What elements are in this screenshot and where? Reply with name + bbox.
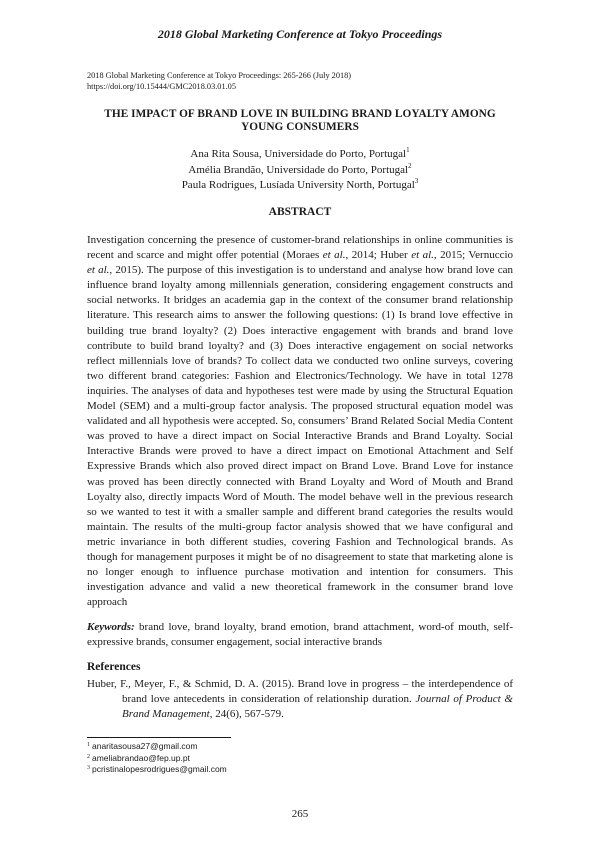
running-header: 2018 Global Marketing Conference at Tokyo Proceedings [157,27,443,41]
author-email[interactable]: anaritasousa27@gmail.com [92,741,198,751]
doi-link[interactable]: https://doi.org/10.15444/GMC2018.03.01.05 [87,81,236,91]
author-email[interactable]: ameliabrandao@fep.up.pt [92,752,190,763]
author-list [87,147,513,194]
abstract-body: Investigation concerning the presence of customer-brand relationships in online communities is recent and scarce and might offer potential (Moraes et al., 2014; Huber et al., 2015; Vernuccio et al., 2015). The purpose of this investigation is to understand and analyse how brand love can influence brand loyalty among millennials generation, considering engagement constructs and social networks. It bridges an academia gap in the context of the consumer brand relationship literature. This research aims to answer the following questions: (1) Is brand love effective in building true brand loyalty? (2) Does interactive engagement with brands and brand love contribute to build brand loyalty? and (3) Does interactive engagement on social networks reflect millennials love of brands? To collect data we conducted two online surveys, covering two different brand categories: Fashion and Electronics/Technology. We have in total 1278 inquiries. The analyses of data and hypotheses test were made by using the Structural Equation Model (SEM) and a multi-group factor analysis. The proposed structural equation model was validated and all hypothesis were accepted. So, consumers’ Brand Related Social Media Content was proved to have a direct impact on Social Interactive Brands and Brand Loyalty. Social Interactive Brands were proved to have a direct impact on Emotional Attachment and Self Expressive Brands which also proved direct impact on Brand Love. Brand Love for instance was proved has been directly connected with Brand Loyalty and Word of Mouth and Brand Loyalty also, directly impacts Word of Mouth. The model behave well in the previous research so we wanted to test it with a smaller sample and different brand categories the results would maintain. The results of the multi-group factor analysis showed that we have configural and metric invariance in both different studies, covering Fashion and Technological brands. As though for management purposes it might be of no disagreement to state that marketing alone is no longer enough to influence purchase motivation and intention for consumers. This investigation advance and valid a new theoretical framework in the consumer brand love approach [87,234,514,609]
page-number: 265 [291,808,309,820]
footnote-marker: 3 [414,177,419,185]
footnote-divider [87,737,231,738]
citation-block [87,71,351,92]
author-name: Amélia Brandão, Universidade do Porto, Portugal [188,163,409,176]
citation-line: 2018 Global Marketing Conference at Tokyo Proceedings: 265-266 (July 2018) [87,71,352,80]
author-line [87,163,513,179]
author-name: Paula Rodrigues, Lusíada University North, Portugal [181,179,415,191]
reference-entry: Huber, F., Meyer, F., & Schmid, D. A. (2015). Brand love in progress – the interdependence of brand love antecedents in consideration of relationship duration. Journal of Product & Brand Management, 24(6), 567-579. [87,678,513,721]
keywords-list: brand love, brand loyalty, brand emotion, brand attachment, word-of mouth, self-expressive brands, consumer engagement, social interactive brands [87,621,513,649]
footnotes [87,741,227,776]
author-name: Ana Rita Sousa, Universidade do Porto, Portugal [190,148,407,160]
keywords-label: Keywords: [87,621,135,633]
references-heading: References [87,661,141,673]
footnote-marker: 2 [408,161,412,170]
author-line [87,147,513,163]
footnote: $^1$ anaritasousa27@gmail.com [87,741,198,751]
author-line [87,178,513,194]
footnote-marker: 1 [406,146,410,154]
keywords-paragraph [87,620,513,650]
paper-title: THE IMPACT OF BRAND LOVE IN BUILDING BRAND LOYALTY AMONG YOUNG CONSUMERS [104,108,496,133]
footnote: $^3$ pcristinalopesrodrigues@gmail.com [87,764,227,774]
footnote: $^2$ ameliabrandao@fep.up.pt [87,752,190,763]
journal-name: Journal of Product & Brand Management [122,693,513,721]
author-email[interactable]: pcristinalopesrodrigues@gmail.com [92,764,227,774]
abstract-heading: ABSTRACT [268,206,332,218]
